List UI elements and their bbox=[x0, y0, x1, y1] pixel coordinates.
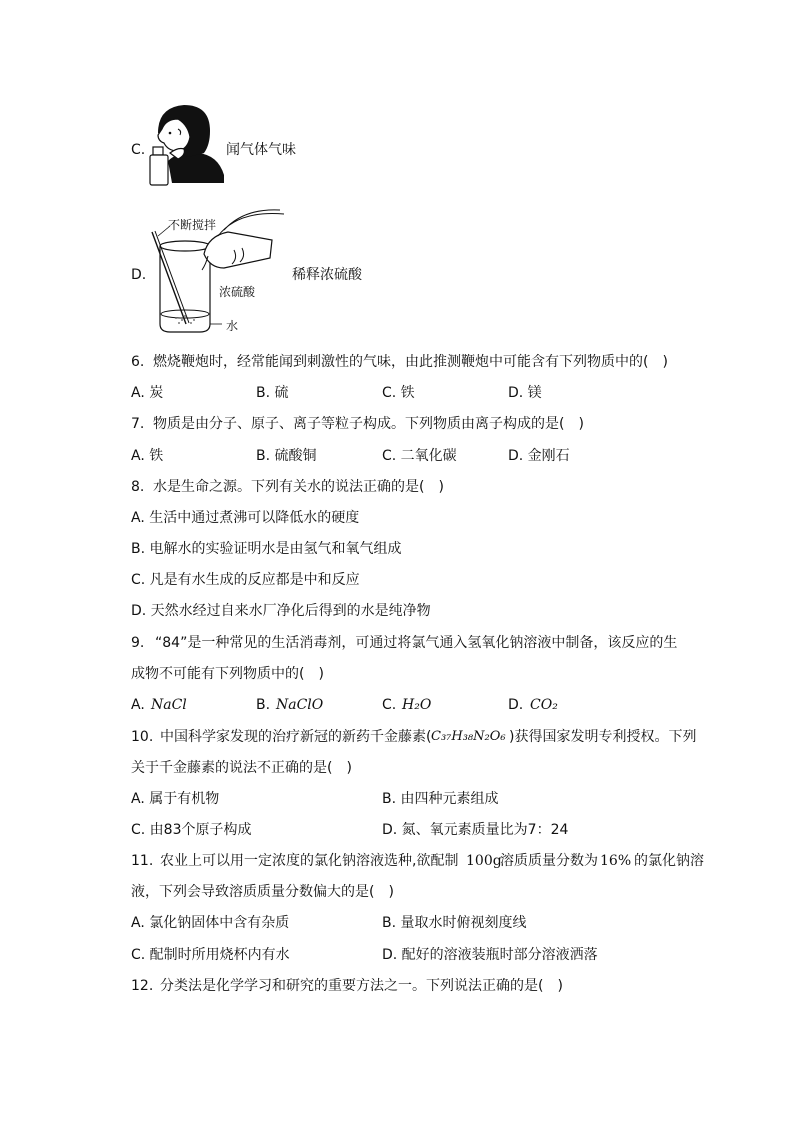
q11-stem-line1-a: 农业上可以用一定浓度的氯化钠溶液选种,欲配制 bbox=[160, 853, 459, 869]
q8-option-c: C. 凡是有水生成的反应都是中和反应 bbox=[131, 572, 360, 588]
q11-option-a: A. 氯化钠固体中含有杂质 bbox=[131, 915, 290, 931]
q7-number: 7. bbox=[131, 416, 145, 432]
q10-stem-line2: 关于千金藤素的说法不正确的是( ) bbox=[131, 760, 352, 776]
q6-stem: 燃烧鞭炮时，经常能闻到刺激性的气味，由此推测鞭炮中可能含有下列物质中的( ) bbox=[153, 354, 668, 370]
q8-number: 8. bbox=[131, 479, 145, 495]
q6-option-b: B. 硫 bbox=[256, 385, 289, 401]
q10-stem-line1-b: )获得国家发明专利授权。下列 bbox=[509, 729, 697, 745]
q10-stem-line1-a: 中国科学家发现的治疗新冠的新药千金藤素( bbox=[160, 729, 432, 745]
q9-option-d-formula: CO₂ bbox=[530, 697, 558, 713]
q9-stem-line2: 成物不可能有下列物质中的( ) bbox=[131, 666, 324, 682]
q11-mass: 100g bbox=[466, 853, 502, 869]
q6-option-d: D. 镁 bbox=[508, 385, 542, 401]
q6-number: 6. bbox=[131, 354, 145, 370]
q7-option-c: C. 二氧化碳 bbox=[382, 448, 457, 464]
q9-option-a-letter: A. bbox=[131, 697, 145, 713]
q10-formula: C₃₇H₃₈N₂O₆ bbox=[431, 729, 506, 744]
person-smelling-bottle-icon bbox=[148, 103, 226, 189]
q8-option-a: A. 生活中通过煮沸可以降低水的硬度 bbox=[131, 510, 360, 526]
q11-option-d: D. 配好的溶液装瓶时部分溶液洒落 bbox=[382, 947, 598, 963]
q10-option-c: C. 由83个原子构成 bbox=[131, 822, 252, 838]
q11-option-b: B. 量取水时俯视刻度线 bbox=[382, 915, 527, 931]
option-c-letter: C. bbox=[131, 142, 146, 158]
q8-stem: 水是生命之源。下列有关水的说法正确的是( ) bbox=[153, 479, 444, 495]
q10-option-b: B. 由四种元素组成 bbox=[382, 791, 499, 807]
q11-option-c: C. 配制时所用烧杯内有水 bbox=[131, 947, 290, 963]
q9-option-b-letter: B. bbox=[256, 697, 271, 713]
q11-stem-line1-c: 的氯化钠溶 bbox=[634, 853, 704, 869]
label-acid: 浓硫酸 bbox=[219, 285, 256, 299]
q9-option-d-letter: D. bbox=[508, 697, 524, 713]
q12-stem: 分类法是化学学习和研究的重要方法之一。下列说法正确的是( ) bbox=[160, 978, 563, 994]
q9-option-c-formula: H₂O bbox=[402, 697, 432, 713]
q9-stem-line1: “84”是一种常见的生活消毒剂，可通过将氯气通入氢氧化钠溶液中制备，该反应的生 bbox=[155, 635, 678, 651]
q11-number: 11. bbox=[131, 853, 154, 869]
label-stir: 不断搅拌 bbox=[168, 218, 217, 232]
q12-number: 12. bbox=[131, 978, 154, 994]
q9-option-a-formula: NaCl bbox=[151, 697, 187, 713]
q9-number: 9. bbox=[131, 635, 145, 651]
q10-option-d: D. 氮、氧元素质量比为7：24 bbox=[382, 822, 569, 838]
option-d-letter: D. bbox=[131, 267, 147, 283]
q7-stem: 物质是由分子、原子、离子等粒子构成。下列物质由离子构成的是( ) bbox=[153, 416, 584, 432]
option-c-caption: 闻气体气味 bbox=[226, 142, 296, 158]
q6-option-a: A. 炭 bbox=[131, 385, 164, 401]
q10-number: 10. bbox=[131, 729, 154, 745]
label-water: 水 bbox=[226, 319, 239, 333]
q9-option-b-formula: NaClO bbox=[276, 697, 324, 713]
q8-option-d: D. 天然水经过自来水厂净化后得到的水是纯净物 bbox=[131, 603, 431, 619]
q8-option-b: B. 电解水的实验证明水是由氢气和氧气组成 bbox=[131, 541, 402, 557]
q11-percent: 16% bbox=[600, 853, 632, 869]
q7-option-d: D. 金刚石 bbox=[508, 448, 570, 464]
q11-stem-line1-b: 溶质质量分数为 bbox=[500, 853, 598, 869]
q7-option-b: B. 硫酸铜 bbox=[256, 448, 317, 464]
q7-option-a: A. 铁 bbox=[131, 448, 164, 464]
option-d-caption: 稀释浓硫酸 bbox=[292, 267, 362, 283]
q6-option-c: C. 铁 bbox=[382, 385, 415, 401]
q10-option-a: A. 属于有机物 bbox=[131, 791, 220, 807]
q11-stem-line2: 液，下列会导致溶质质量分数偏大的是( ) bbox=[131, 884, 394, 900]
q9-option-c-letter: C. bbox=[382, 697, 397, 713]
